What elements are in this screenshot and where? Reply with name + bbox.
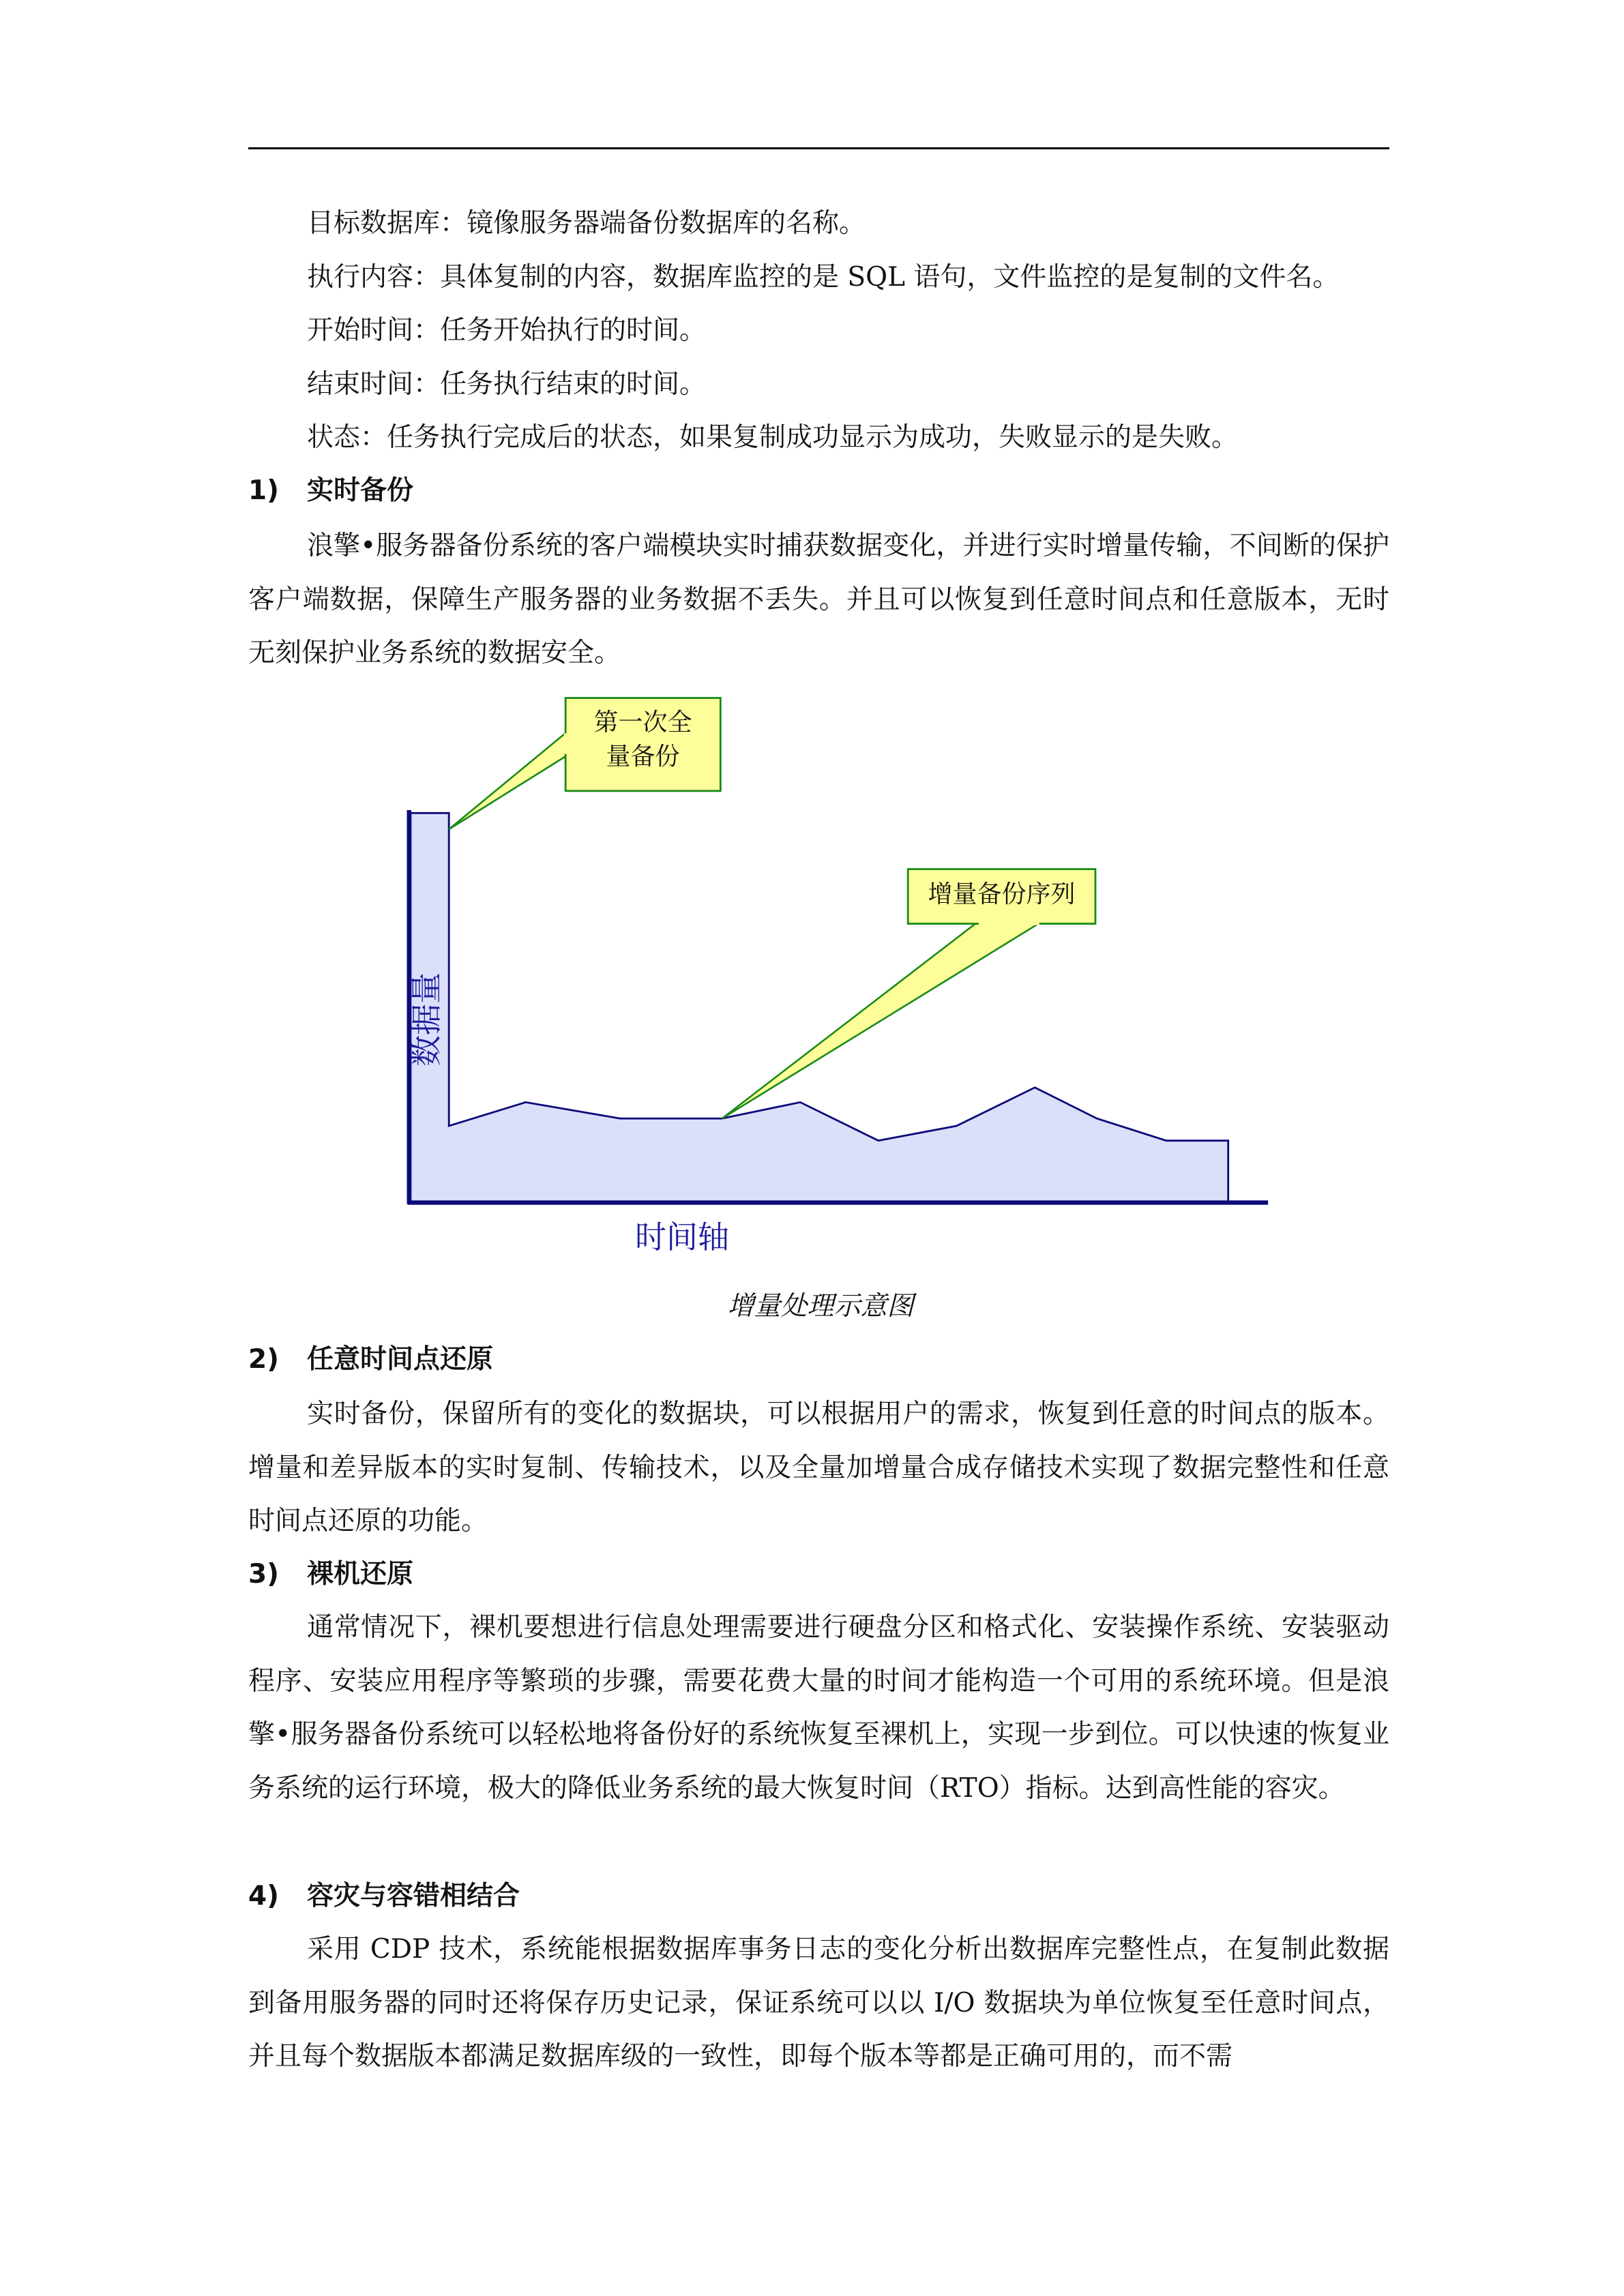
section-body-point-in-time: 实时备份，保留所有的变化的数据块，可以根据用户的需求，恢复到任意的时间点的版本。增量和差异版本的实时复制、传输技术，以及全量加增量合成存储技术实现了数据完整性和任意时间点还原的功能。 — [248, 1399, 1389, 1537]
definition-target-db: 目标数据库：镜像服务器端备份数据库的名称。 — [307, 208, 866, 239]
section-body-dr-ft: 采用 CDP 技术，系统能根据数据库事务日志的变化分析出数据库完整性点，在复制此数据到备用服务器的同时还将保存历史记录，保证系统可以以 I/O 数据块为单位恢复至任意时间点，并且每个数据版本都满足数据库级的一致性，即每个版本等都是正确可用的，而不需 — [248, 1934, 1389, 2072]
section-number: 1) — [248, 475, 279, 506]
section-body-realtime-backup: 浪擎•服务器备份系统的客户端模块实时捕获数据变化，并进行实时增量传输，不间断的保护客户端数据，保障生产服务器的业务数据不丢失。并且可以恢复到任意时间点和任意版本，无时无刻保护业务系统的数据安全。 — [248, 531, 1389, 669]
definition-content: 执行内容：具体复制的内容，数据库监控的是 SQL 语句，文件监控的是复制的文件名。 — [307, 262, 1340, 293]
callout-full-tail — [449, 732, 567, 829]
definition-start-time: 开始时间：任务开始执行的时间。 — [307, 315, 707, 346]
callout-full-line: 量备份 — [606, 743, 680, 771]
section-number: 4) — [248, 1881, 279, 1911]
section-heading-bare-metal — [248, 1548, 413, 1602]
definition-end-time: 结束时间：任务执行结束的时间。 — [307, 369, 707, 400]
x-axis-label: 时间轴 — [635, 1219, 729, 1255]
section-title: 容灾与容错相结合 — [307, 1881, 520, 1911]
callout-incremental-text: 增量备份序列 — [928, 880, 1076, 908]
section-heading-dr-ft — [248, 1870, 520, 1924]
section-title: 裸机还原 — [307, 1559, 414, 1590]
section-title: 任意时间点还原 — [307, 1344, 494, 1375]
callout-full-line: 第一次全 — [593, 709, 692, 736]
section-number: 3) — [248, 1559, 279, 1590]
section-heading-point-in-time — [248, 1333, 493, 1387]
callout-incremental-tail — [722, 922, 1041, 1118]
y-axis-label: 数据量 — [408, 972, 445, 1067]
section-number: 2) — [248, 1344, 279, 1375]
callout-full-text — [565, 706, 720, 774]
data-volume-area — [408, 813, 1228, 1202]
definition-status: 状态：任务执行完成后的状态，如果复制成功显示为成功，失败显示的是失败。 — [307, 422, 1239, 453]
section-body-bare-metal: 通常情况下，裸机要想进行信息处理需要进行硬盘分区和格式化、安装操作系统、安装驱动程序、安装应用程序等繁琐的步骤，需要花费大量的时间才能构造一个可用的系统环境。但是浪擎•服务器备份系统可以轻松地将备份好的系统恢复至裸机上，实现一步到位。可以快速的恢复业务系统的运行环境，极大的降低业务系统的最大恢复时间（RTO）指标。达到高性能的容灾。 — [248, 1612, 1389, 1804]
figure-caption: 增量处理示意图 — [727, 1291, 914, 1322]
section-title: 实时备份 — [307, 475, 414, 506]
